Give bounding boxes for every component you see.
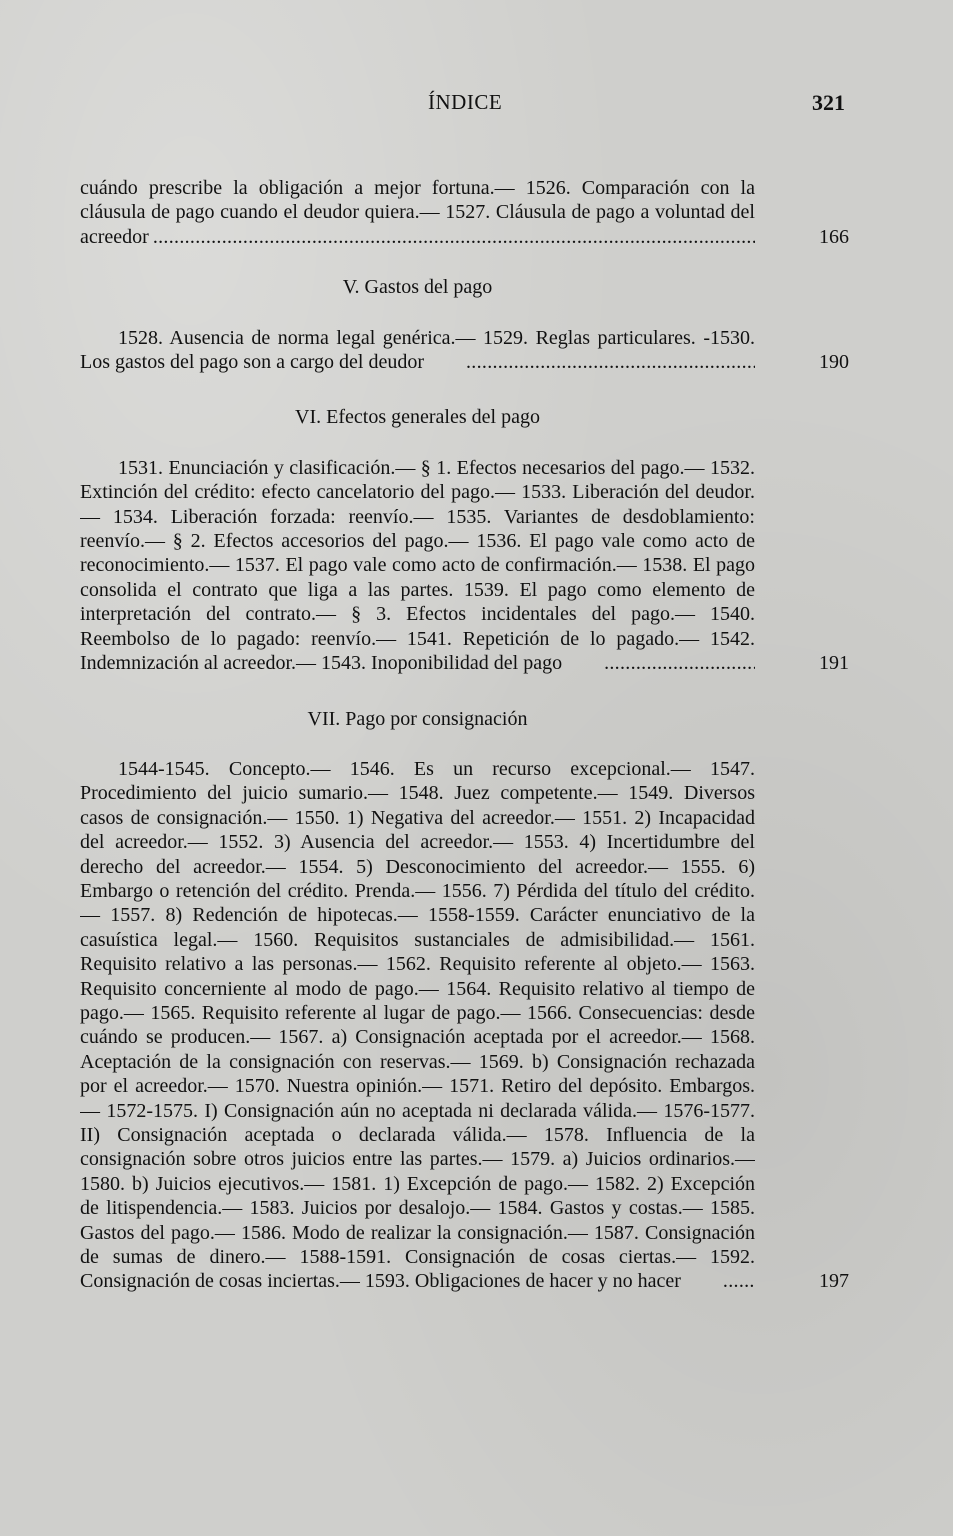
page-number: 321 <box>812 90 845 115</box>
page-header <box>0 90 953 120</box>
running-title: ÍNDICE <box>428 90 503 114</box>
toc-entry <box>80 456 855 676</box>
toc-entry <box>80 176 855 249</box>
toc-entry-text: cuándo prescribe la obligación a mejor fortuna.— 1526. Comparación con la cláusula de pago cuando el deudor quiera.— 1527. Cláusula de pago a voluntad del acreedor ..... <box>80 176 755 249</box>
section-heading: VI. Efectos generales del pago <box>295 406 540 429</box>
toc-entry-text: 1528. Ausencia de norma legal genérica.— 1529. Reglas particulares. -1530. Los gastos del pago son a cargo del deudor ..... <box>80 326 755 375</box>
toc-entry-text: 1544-1545. Concepto.— 1546. Es un recurso excepcional.— 1547. Procedimiento del juicio sumario.— 1548. Juez competente.— 1549. Diversos casos de consignación.— 1550. 1) Negativa del acreedor.— 1551. 2) Incapacidad del acreedor.— 1552. 3) Ausencia del acreedor.— 1553. 4) Incertidumbre del derecho del acreedor.— 1554. 5) Desconocimiento del acreedor.— 1555. 6) Embargo o retención del crédito. Prenda.— 1556. 7) Pérdida del título del crédito.— 1557. 8) Redención de hipotecas.— 1558-1559. Carácter enunciativo de la casuística legal.— 1560. Requisitos sustanciales de admisibilidad.— 1561. Requisito relativo a las personas.— 1562. Requisito referente al objeto.— 1563. Requisito concerniente al modo de pago.— 1564. Requisito relativo al tiempo de pago.— 1565. Requisito referente al lugar de pago.— 1566. Consecuencias: desde cuándo se producen.— 1567. a) Consignación aceptada por el acreedor.— 1568. Aceptación de la consignación con reservas.— 1569. b) Consignación rechazada por el acreedor.— 1570. Nuestra opinión.— 1571. Retiro del depósito. Embargos.— 1572-1575. I) Consignación aún no aceptada ni declarada válida.— 1576-1577. II) Consignación aceptada o declarada válida.— 1578. Influencia de la consignación sobre otros juicios entre las partes.— 1579. a) Juicios ordinarios.— 1580. b) Juicios ejecutivos.— 1581. 1) Excepción de pago.— 1582. 2) Excepción de litispendencia.— 1583. Juicios por desalojo.— 1584. Gastos y costas.— 1585. Gastos del pago.— 1586. Modo de realizar la consignación.— 1587. Consignación de sumas de dinero.— 1588-1591. Consignación de cosas ciertas.— 1592. Consignación de cosas inciertas.— 1593. Obligaciones de hacer y no hacer ..... <box>80 757 755 1294</box>
toc-entry <box>80 326 855 375</box>
toc-entry-page: 166 <box>819 225 849 248</box>
section-heading: V. Gastos del pago <box>342 276 493 299</box>
toc-entry <box>80 757 855 1294</box>
toc-entry-page: 190 <box>819 351 849 374</box>
toc-entry-text: 1531. Enunciación y clasificación.— § 1. Efectos necesarios del pago.— 1532. Extinción del crédito: efecto cancelatorio del pago.— 1533. Liberación del deudor.— 1534. Liberación forzada: reenvío.— 1535. Variantes de desdoblamiento: reenvío.— § 2. Efectos accesorios del pago.— 1536. El pago vale como acto de reconocimiento.— 1537. El pago vale como acto de confirmación.— 1538. El pago consolida el contrato que liga a las partes. 1539. El pago como elemento de interpretación del contrato.— § 3. Efectos incidentales del pago.— 1540. Reembolso de lo pagado: reenvío.— 1541. Repetición de lo pagado.— 1542. Indemnización al acreedor.— 1543. Inoponibilidad del pago ..... <box>80 456 755 676</box>
section-heading: VII. Pago por consignación <box>307 707 528 730</box>
toc-entry-page: 191 <box>819 652 849 675</box>
toc-entry-page: 197 <box>819 1270 849 1293</box>
table-of-contents <box>80 176 855 1294</box>
